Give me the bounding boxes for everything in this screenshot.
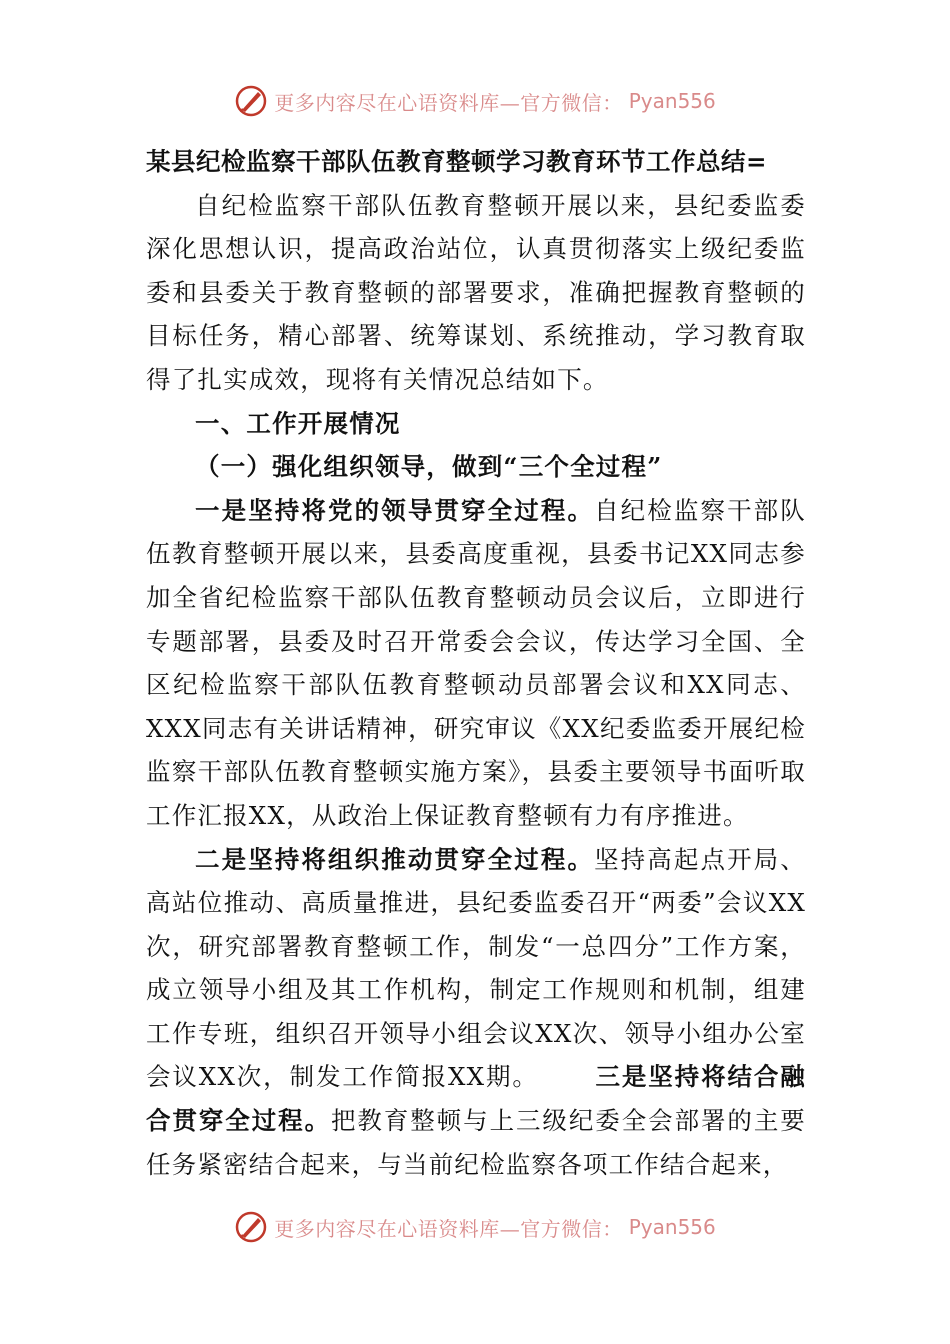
header-watermark	[0, 84, 950, 118]
paragraph-1-lead: 一是坚持将党的领导贯穿全过程。	[195, 495, 595, 525]
pen-logo-icon	[234, 84, 268, 118]
footer-watermark	[0, 1210, 950, 1244]
document-body	[146, 140, 806, 1186]
intro-paragraph: 自纪检监察干部队伍教育整顿开展以来，县纪委监委深化思想认识，提高政治站位，认真贯彻落实上级纪委监委和县委关于教育整顿的部署要求，准确把握教育整顿的目标任务，精心部署、统筹谋划、系统推动，学习教育取得了扎实成效，现将有关情况总结如下。	[146, 190, 806, 394]
watermark-text: 更多内容尽在心语资料库—官方微信：	[274, 90, 623, 115]
section-heading: 一、工作开展情况	[195, 408, 401, 438]
paragraph-2	[146, 838, 806, 1187]
subsection-heading: （一）强化组织领导，做到“三个全过程”	[195, 452, 663, 482]
paragraph-3-body: 把教育整顿与上三级纪委全会部署的主要任务紧密结合起来，与当前纪检监察各项工作结合起来，	[146, 1106, 806, 1179]
pen-logo-icon	[234, 1210, 268, 1244]
document-title: 某县纪检监察干部队伍教育整顿学习教育环节工作总结=	[146, 147, 768, 176]
paragraph-2-body: 坚持高起点开局、高站位推动、高质量推进，县纪委监委召开“两委”会议XX次，研究部署教育整顿工作，制发“一总四分”工作方案，成立领导小组及其工作机构，制定工作规则和机制，组建工作专班，组织召开领导小组会议XX次、领导小组办公室会议XX次，制发工作简报XX期。	[146, 844, 806, 1092]
watermark-text: 更多内容尽在心语资料库—官方微信：	[274, 1216, 623, 1241]
paragraph-2-lead: 二是坚持将组织推动贯穿全过程。	[195, 844, 595, 874]
paragraph-1	[146, 489, 806, 838]
paragraph-1-body: 自纪检监察干部队伍教育整顿开展以来，县委高度重视，县委书记XX同志参加全省纪检监察干部队伍教育整顿动员会议后，立即进行专题部署，县委及时召开常委会会议，传达学习全国、全区纪检监察干部队伍教育整顿动员部署会议和XX同志、XXX同志有关讲话精神，研究审议《XX纪委监委开展纪检监察干部队伍教育整顿实施方案》，县委主要领导书面听取工作汇报XX，从政治上保证教育整顿有力有序推进。	[146, 495, 806, 830]
watermark-id: Pyan556	[628, 1215, 716, 1239]
paragraph-3-lead: 三是坚持将结合融合贯穿全过程。	[146, 1062, 806, 1136]
watermark-id: Pyan556	[628, 89, 716, 113]
